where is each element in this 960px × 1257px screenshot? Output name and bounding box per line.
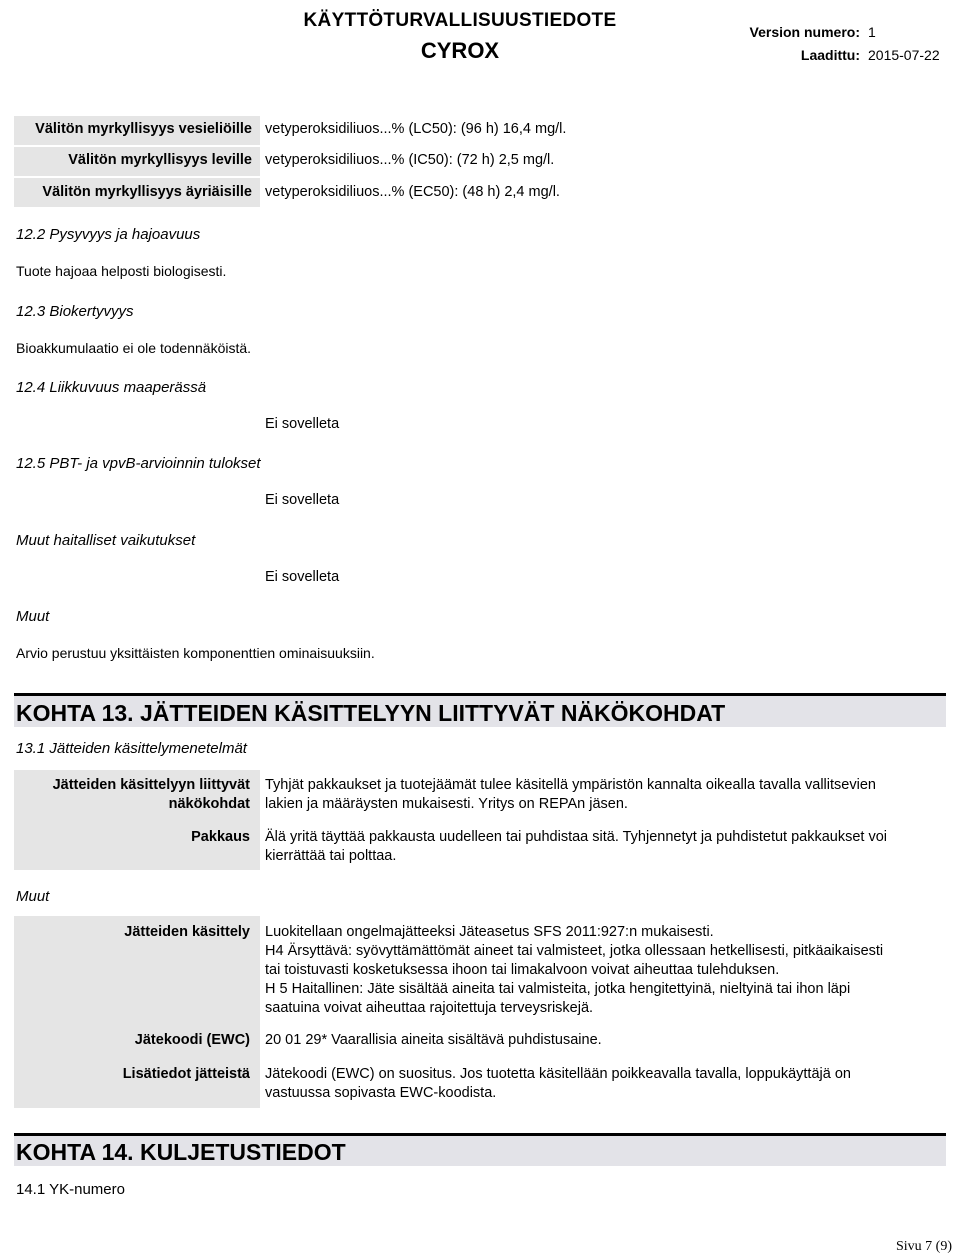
date-value: 2015-07-22 bbox=[868, 47, 940, 63]
version-value: 1 bbox=[868, 24, 876, 40]
toxicity-value-water: vetyperoksidiliuos...% (LC50): (96 h) 16,4 mg/l. bbox=[265, 121, 567, 137]
label-packaging: Pakkaus bbox=[191, 829, 250, 845]
subheading-12-5: 12.5 PBT- ja vpvB-arvioinnin tulokset bbox=[16, 455, 261, 472]
label-waste-handling: Jätteiden käsittely bbox=[124, 924, 250, 940]
version-label: Version numero: bbox=[749, 24, 860, 40]
toxicity-label-algae: Välitön myrkyllisyys leville bbox=[68, 152, 252, 168]
value-disposal-aspects: Tyhjät pakkaukset ja tuotejäämät tulee käsitellä ympäristön kannalta oikealla tavalla vallitsevien lakien ja määräysten mukaisesti. Yritys on REPAn jäsen. bbox=[265, 777, 876, 812]
subheading-12-2: 12.2 Pysyvyys ja hajoavuus bbox=[16, 226, 201, 243]
page-number: Sivu 7 (9) bbox=[896, 1239, 952, 1254]
value-12-5: Ei sovelleta bbox=[265, 492, 340, 508]
toxicity-value-crustaceans: vetyperoksidiliuos...% (EC50): (48 h) 2,4 mg/l. bbox=[265, 184, 560, 200]
subheading-14-1: 14.1 YK-numero bbox=[16, 1181, 125, 1198]
subheading-12-4: 12.4 Liikkuvuus maaperässä bbox=[16, 379, 207, 396]
document-title: KÄYTTÖTURVALLISUUSTIEDOTE bbox=[303, 10, 617, 31]
subheading-12-3: 12.3 Biokertyvyys bbox=[16, 303, 134, 320]
toxicity-value-algae: vetyperoksidiliuos...% (IC50): (72 h) 2,5 mg/l. bbox=[265, 152, 555, 168]
value-packaging: Älä yritä täyttää pakkausta uudelleen tai puhdistaa sitä. Tyhjennetyt ja puhdistetut pakkaukset voi kierrättää tai polttaa. bbox=[265, 829, 888, 864]
text-12-3: Bioakkumulaatio ei ole todennäköistä. bbox=[16, 340, 252, 356]
product-name: CYROX bbox=[420, 38, 500, 63]
value-other-effects: Ei sovelleta bbox=[265, 569, 340, 585]
value-additional-info: Jätekoodi (EWC) on suositus. Jos tuotetta käsitellään poikkeavalla tavalla, loppukäyttäjä on vastuussa sopivasta EWC-koodista. bbox=[265, 1066, 851, 1101]
value-waste-handling: Luokitellaan ongelmajätteeksi Jäteasetus SFS 2011:927:n mukaisesti. H4 Ärsyttävä: syövyttämättömät aineet tai valmisteet, jotka ollessaan hetkellisesti, pitkäaikaisesti tai toistuvasti kosketuksessa ihoon tai limakalvoon voivat aiheuttaa tulehduksen. H 5 Haitallinen: Jäte sisältää aineita tai valmisteita, jotka hengitettyinä, nieltyinä tai ihon läpi saatuina voivat aiheuttaa rajoitettuja terveysriskejä. bbox=[265, 924, 884, 1016]
section-13-heading: KOHTA 13. JÄTTEIDEN KÄSITTELYYN LIITTYVÄT NÄKÖKOHDAT bbox=[14, 693, 946, 727]
toxicity-label-crustaceans: Välitön myrkyllisyys äyriäisille bbox=[42, 184, 252, 200]
date-label: Laadittu: bbox=[800, 47, 860, 63]
text-12-2: Tuote hajoaa helposti biologisesti. bbox=[16, 263, 227, 279]
subheading-other-effects: Muut haitalliset vaikutukset bbox=[16, 532, 196, 549]
label-ewc: Jätekoodi (EWC) bbox=[134, 1032, 250, 1048]
value-12-4: Ei sovelleta bbox=[265, 416, 340, 432]
section-14-heading: KOHTA 14. KULJETUSTIEDOT bbox=[14, 1133, 946, 1166]
subheading-muut-13: Muut bbox=[16, 888, 50, 905]
subheading-muut: Muut bbox=[16, 608, 50, 625]
text-muut: Arvio perustuu yksittäisten komponenttien ominaisuuksiin. bbox=[16, 645, 375, 661]
label-additional-info: Lisätiedot jätteistä bbox=[122, 1066, 250, 1082]
value-ewc: 20 01 29* Vaarallisia aineita sisältävä puhdistusaine. bbox=[265, 1032, 602, 1048]
subheading-13-1: 13.1 Jätteiden käsittelymenetelmät bbox=[16, 740, 247, 757]
label-disposal-aspects: Jätteiden käsittelyyn liittyvät näkökohdat bbox=[52, 777, 250, 812]
toxicity-label-water: Välitön myrkyllisyys vesieliöille bbox=[35, 121, 252, 137]
